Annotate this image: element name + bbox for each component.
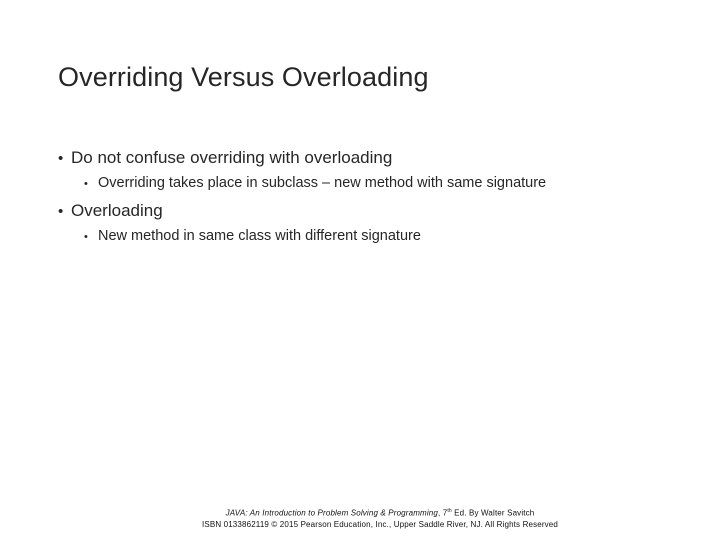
bullet-marker: • (58, 203, 64, 220)
slide-title: Overriding Versus Overloading (58, 62, 429, 92)
bullet-text: Do not confuse overriding with overloading (71, 148, 393, 167)
bullet-text: Overloading (71, 201, 163, 220)
footer-edition-rest: Ed. By Walter Savitch (451, 508, 535, 518)
sub-bullet-text: Overriding takes place in subclass – new method with same signature (98, 175, 547, 191)
footer-copyright: ISBN 0133862119 © 2015 Pearson Education, Inc., Upper Saddle River, NJ. All Rights Reserved (201, 520, 559, 529)
sub-bullet-item (84, 228, 421, 244)
footer-citation (0, 508, 720, 518)
bullet-marker: • (84, 178, 88, 190)
bullet-item (58, 148, 392, 168)
bullet-marker: • (84, 231, 88, 243)
footer-book-title: JAVA: An Introduction to Problem Solving & Programming (225, 508, 438, 518)
sub-bullet-item (84, 175, 546, 191)
sub-bullet-text: New method in same class with different signature (98, 228, 421, 244)
bullet-item (58, 201, 163, 221)
bullet-marker: • (58, 150, 64, 167)
footer-edition-sup: th (447, 508, 452, 514)
footer-edition-num: , 7 (437, 508, 448, 518)
